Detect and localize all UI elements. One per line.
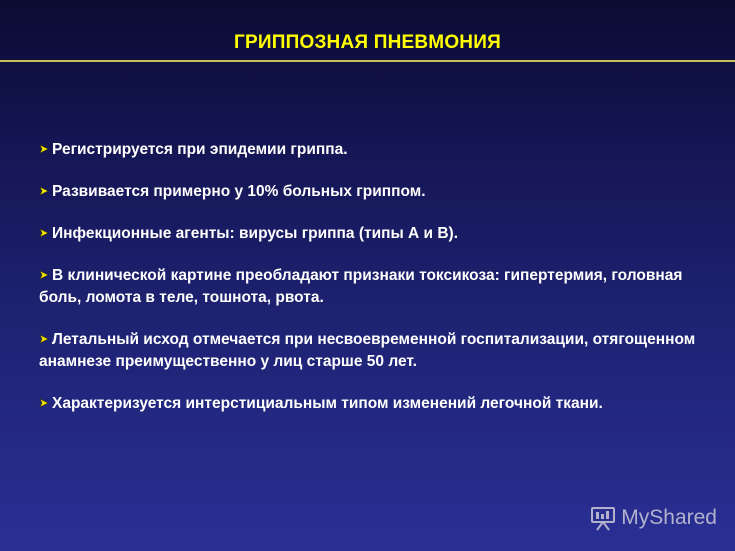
bullet-item — [39, 393, 729, 415]
bullet-text: Характеризуется интерстициальным типом изменений легочной ткани. — [52, 395, 603, 412]
bullet-item — [39, 329, 729, 373]
bullet-item — [39, 265, 729, 309]
arrow-bullet-icon — [39, 144, 49, 154]
presentation-board-icon — [590, 505, 616, 531]
arrow-bullet-icon — [39, 398, 49, 408]
bullet-text: Развивается примерно у 10% больных гриппом. — [52, 183, 426, 200]
bullet-list — [39, 139, 729, 435]
bullet-text: Регистрируется при эпидемии гриппа. — [52, 141, 348, 158]
bullet-item — [39, 139, 729, 161]
bullet-text: В клинической картине преобладают признаки токсикоза: гипертермия, головная боль, ломота в теле, тошнота, рвота. — [39, 267, 683, 306]
bullet-text: Летальный исход отмечается при несвоевременной госпитализации, отягощенном анамнезе преимущественно у лиц старше 50 лет. — [39, 331, 696, 370]
slide-title: ГРИППОЗНАЯ ПНЕВМОНИЯ — [234, 32, 501, 53]
watermark-text: MyShared — [621, 506, 717, 529]
title-divider — [0, 60, 735, 62]
arrow-bullet-icon — [39, 186, 49, 196]
arrow-bullet-icon — [39, 334, 49, 344]
bullet-item — [39, 223, 729, 245]
bullet-item — [39, 181, 729, 203]
arrow-bullet-icon — [39, 228, 49, 238]
arrow-bullet-icon — [39, 270, 49, 280]
bullet-text: Инфекционные агенты: вирусы гриппа (типы А и В). — [52, 225, 459, 242]
watermark-logo — [590, 505, 717, 531]
